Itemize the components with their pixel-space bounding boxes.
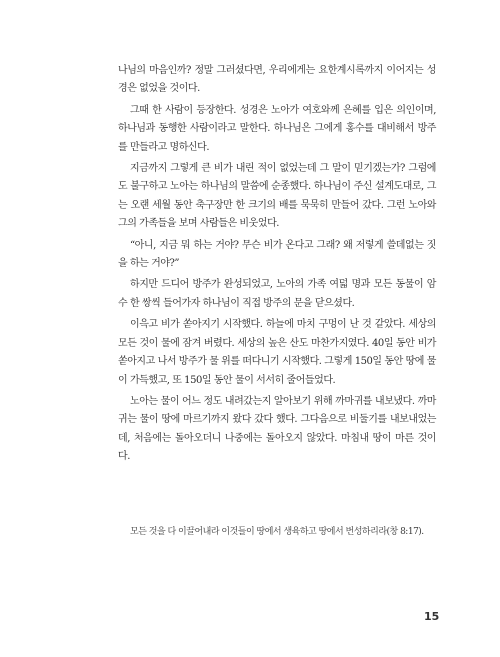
paragraph: 이윽고 비가 쏟아지기 시작했다. 하늘에 마치 구멍이 난 것 같았다. 세상의 모든 것이 물에 잠겨 버렸다. 세상의 높은 산도 마찬가지였다. 40일 동안 비가 쏟아지고 나서 방주가 물 위를 떠다니기 시작했다. 그렇게 150일 동안 땅에 물이 가득했고, 또 150일 동안 물이 서서히 줄어들었다. — [118, 319, 436, 386]
paragraph: 지금까지 그렇게 큰 비가 내린 적이 없었는데 그 말이 믿기겠는가? 그럼에도 불구하고 노아는 하나님의 말씀에 순종했다. 하나님이 주신 설계도대로, 그는 오랜 세월 동안 축구장만 한 크기의 배를 묵묵히 만들어 갔다. 그런 노아와 그의 가족들을 보며 사람들은 비웃었다. — [118, 163, 436, 230]
body-text — [118, 62, 436, 470]
paragraph: 그때 한 사람이 등장한다. 성경은 노아가 여호와께 은혜를 입은 의인이며, 하나님과 동행한 사람이라고 말한다. 하나님은 그에게 홍수를 대비해서 방주를 만들라고 명하신다. — [118, 104, 436, 153]
paragraph: 하지만 드디어 방주가 완성되었고, 노아의 가족 여덟 명과 모든 동물이 암수 한 쌍씩 들어가자 하나님이 직접 방주의 문을 닫으셨다. — [118, 279, 436, 309]
paragraph: 노아는 물이 어느 정도 내려갔는지 알아보기 위해 까마귀를 내보냈다. 까마귀는 물이 땅에 마르기까지 왔다 갔다 했다. 그다음으로 비둘기를 내보내었는데, 처음에는 돌아오더니 나중에는 돌아오지 않았다. 마침내 땅이 마른 것이다. — [118, 395, 436, 463]
paragraph: “아니, 지금 뭐 하는 거야? 무슨 비가 온다고 그래? 왜 저렇게 쓸데없는 짓을 하는 거야?” — [118, 239, 436, 270]
page-number: 15 — [424, 610, 440, 623]
scripture-quote: 모든 것을 다 이끌어내라 이것들이 땅에서 생육하고 땅에서 번성하리라(창 8:17). — [130, 527, 424, 537]
paragraph: 나님의 마음인까? 정말 그러셨다면, 우리에게는 요한계시록까지 이어지는 성경은 없었을 것이다. — [118, 65, 436, 95]
